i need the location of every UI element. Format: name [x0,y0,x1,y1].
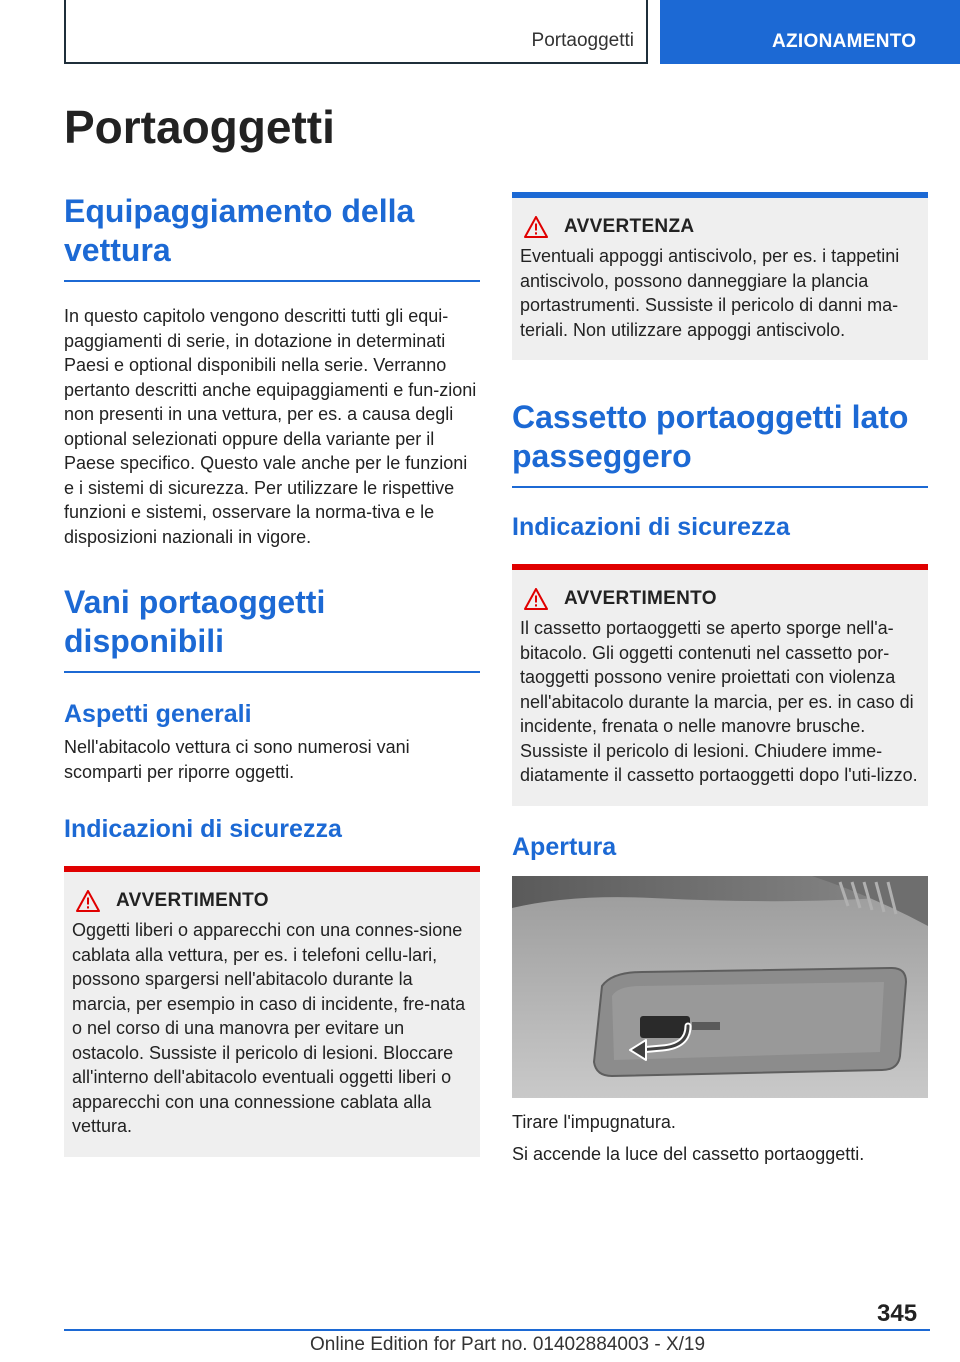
caution-box-antiscivolo [512,192,928,360]
paragraph-aspetti-generali: Nell'abitacolo vettura ci sono numerosi vani scomparti per riporre oggetti. [64,737,410,782]
right-column [512,192,928,1167]
caution-text: Eventuali appoggi antiscivolo, per es. i tappetini antiscivolo, possono danneggiare la plancia portastrumenti. Sussiste il pericolo di danni ma-teriali. Non utilizzare appoggi antiscivolo. [520,246,900,340]
warning-triangle-icon [524,588,548,610]
warning-header-cassetto [520,588,920,610]
warning-header [72,890,472,912]
warning-title: AVVERTIMENTO [116,890,269,911]
warning-text-cassetto: Il cassetto portaoggetti se aperto sporge nell'a-bitacolo. Gli oggetti contenuti nel cassetto por-taoggetti possono venire proiettati con violenza nell'abitacolo durante la marcia, per es. in caso di incidente, frenata o nelle manovre brusche. Sussiste il pericolo di lesioni. Chiudere imme-diatamente il cassetto portaoggetti dopo l'uti-lizzo. [520,618,918,785]
footer-divider [64,1329,930,1331]
caution-header [520,216,920,238]
header-section-box [64,0,648,64]
header-chapter-label: AZIONAMENTO [772,31,917,52]
heading-vani-portaoggetti: Vani portaoggetti disponibili [64,583,480,673]
warning-text: Oggetti liberi o apparecchi con una connes-sione cablata alla vettura, per es. i telefoni cellu-lari, possono spargersi nell'abitacolo durante la marcia, per esempio in caso di incidente, fre-nata o nel corso di una manovra per evitare un ostacolo. Sussiste il pericolo di lesioni. Bloccare all'interno dell'abitacolo eventuali oggetti liberi o apparecchi con una connessione cablata alla vettura. [72,920,466,1136]
warning-box-oggetti-liberi [64,866,480,1157]
page-title: Portaoggetti [64,101,335,153]
heading-apertura: Apertura [512,832,617,861]
heading-indicazioni-sicurezza-cassetto: Indicazioni di sicurezza [512,513,790,541]
paragraph-tirare: Tirare l'impugnatura. [512,1111,676,1132]
glovebox-photo [512,876,928,1098]
warning-title-cassetto: AVVERTIMENTO [564,588,717,609]
header-chapter-tab [660,0,960,64]
heading-aspetti-generali: Aspetti generali [64,700,252,728]
heading-indicazioni-sicurezza: Indicazioni di sicurezza [64,815,342,843]
warning-box-cassetto [512,564,928,806]
heading-equipaggiamento: Equipaggiamento della vettura [64,192,480,282]
page-number: 345 [877,1300,918,1327]
paragraph-luce: Si accende la luce del cassetto portaoggetti. [512,1144,865,1164]
header-section-label: Portaoggetti [531,30,634,51]
warning-triangle-icon [76,890,100,912]
caution-title: AVVERTENZA [564,216,695,237]
footer-edition: Online Edition for Part no. 01402884003 - X/19 [310,1334,706,1355]
caution-triangle-icon [524,216,548,238]
heading-cassetto-portaoggetti: Cassetto portaoggetti lato passeggero [512,398,928,488]
left-column [64,192,480,1157]
paragraph-equipaggiamento: In questo capitolo vengono descritti tutti gli equi-paggiamenti di serie, in dotazione in determinati Paesi e optional disponibili nella serie. Verranno pertanto descritti anche equipaggiamenti e fun-zioni non presenti in una vettura, per es. a causa degli optional selezionati oppure della variante per il Paese specifico. Questo vale anche per le funzioni e i sistemi di sicurezza. Per utilizzare le rispettive funzioni e sistemi, osservare la norma-tiva e le disposizioni nazionali in vigore. [64,306,477,547]
